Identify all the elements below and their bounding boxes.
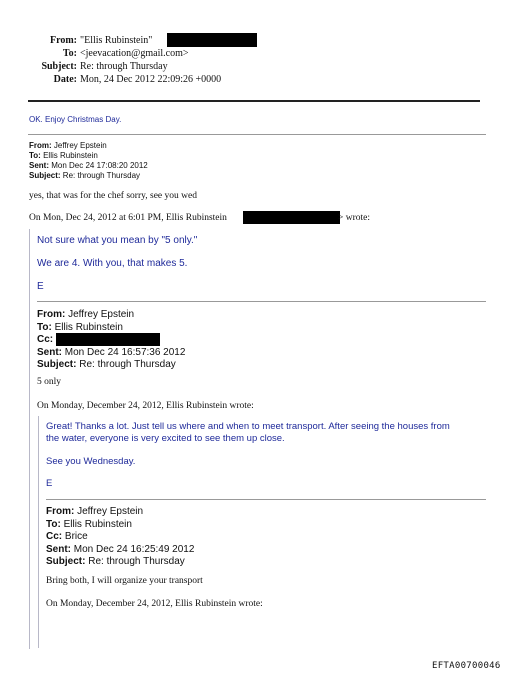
- msg3-body: Bring both, I will organize your transport: [46, 576, 203, 586]
- msg2-sent-label: Sent:: [37, 346, 62, 358]
- msg3-wrote-line: On Monday, December 24, 2012, Ellis Rubinstein wrote:: [46, 599, 263, 609]
- msg1-wrote-prefix: On Mon, Dec 24, 2012 at 6:01 PM, Ellis Rubinstein: [29, 213, 227, 223]
- header-date-value: Mon, 24 Dec 2012 22:09:26 +0000: [80, 74, 222, 85]
- message-divider: [28, 134, 486, 135]
- msg2-cc-label: Cc:: [37, 334, 54, 345]
- redaction-box: [167, 33, 257, 47]
- quote1-line1: Not sure what you mean by "5 only.": [37, 235, 198, 246]
- header-subject-value: Re: through Thursday: [80, 61, 168, 72]
- quote1-line2: We are 4. With you, that makes 5.: [37, 258, 188, 269]
- msg1-subject-label: Subject:: [29, 171, 61, 180]
- msg3-to-value: Ellis Rubinstein: [63, 518, 132, 530]
- msg1-from-label: From:: [29, 141, 52, 150]
- msg2-subject-value: Re: through Thursday: [79, 359, 176, 370]
- msg1-body: yes, that was for the chef sorry, see you wed: [29, 191, 197, 201]
- quote2-line2: See you Wednesday.: [46, 456, 136, 467]
- quote2-paragraph: [46, 421, 450, 445]
- msg3-cc-label: Cc:: [46, 531, 63, 542]
- reply-body: OK. Enjoy Christmas Day.: [29, 115, 122, 124]
- redaction-box: [56, 333, 160, 346]
- msg1-from-value: Jeffrey Epstein: [53, 141, 107, 150]
- header-from-value: "Ellis Rubinstein": [80, 35, 153, 46]
- header-from-label: From:: [49, 35, 77, 46]
- msg2-from-value: Jeffrey Epstein: [68, 309, 135, 320]
- msg2-body: 5 only: [37, 377, 62, 387]
- msg2-subject-label: Subject:: [37, 359, 77, 370]
- bates-number: EFTA00700046: [432, 661, 501, 671]
- msg3-subject-value: Re: through Thursday: [88, 556, 185, 567]
- message-divider: [46, 499, 486, 500]
- quote2-sign: E: [46, 478, 53, 489]
- quote2-line1b: the water, everyone is very excited to see them up close.: [46, 433, 285, 444]
- msg3-cc-value: Brice: [64, 531, 88, 542]
- msg1-header: [29, 141, 148, 181]
- header-to-value: <jeevacation@gmail.com>: [80, 48, 189, 59]
- msg3-subject-label: Subject:: [46, 556, 86, 567]
- quote-bar-level2: [38, 416, 39, 648]
- msg1-sent-label: Sent:: [29, 161, 49, 170]
- msg1-sent-value: Mon Dec 24 17:08:20 2012: [51, 161, 148, 170]
- msg1-wrote-line: [29, 213, 227, 223]
- msg2-sent-value: Mon Dec 24 16:57:36 2012: [64, 346, 186, 358]
- msg2-to-label: To:: [37, 321, 52, 333]
- header-subject-label: Subject:: [41, 61, 77, 72]
- msg2-to-value: Ellis Rubinstein: [54, 321, 123, 333]
- message-divider: [37, 301, 486, 302]
- msg1-wrote-suffix: > wrote:: [338, 213, 371, 223]
- quote2-line1a: Great! Thanks a lot. Just tell us where and when to meet transport. After seeing the houses from: [46, 421, 450, 432]
- msg3-sent-label: Sent:: [46, 543, 71, 555]
- redaction-box: [243, 211, 340, 224]
- msg3-from-label: From:: [46, 506, 75, 517]
- msg3-from-value: Jeffrey Epstein: [77, 506, 144, 517]
- quote-bar-level1: [29, 229, 30, 649]
- msg2-wrote-line: On Monday, December 24, 2012, Ellis Rubinstein wrote:: [37, 401, 254, 411]
- msg3-to-label: To:: [46, 518, 61, 530]
- msg1-subject-value: Re: through Thursday: [62, 171, 141, 180]
- msg1-to-value: Ellis Rubinstein: [43, 151, 98, 160]
- header-date-label: Date:: [53, 74, 77, 85]
- header-divider: [28, 100, 480, 102]
- header-to-label: To:: [62, 48, 77, 59]
- quote1-sign: E: [37, 281, 44, 292]
- msg1-to-label: To:: [29, 151, 41, 160]
- msg3-header: [46, 506, 194, 569]
- msg3-sent-value: Mon Dec 24 16:25:49 2012: [73, 543, 195, 555]
- msg2-from-label: From:: [37, 309, 66, 320]
